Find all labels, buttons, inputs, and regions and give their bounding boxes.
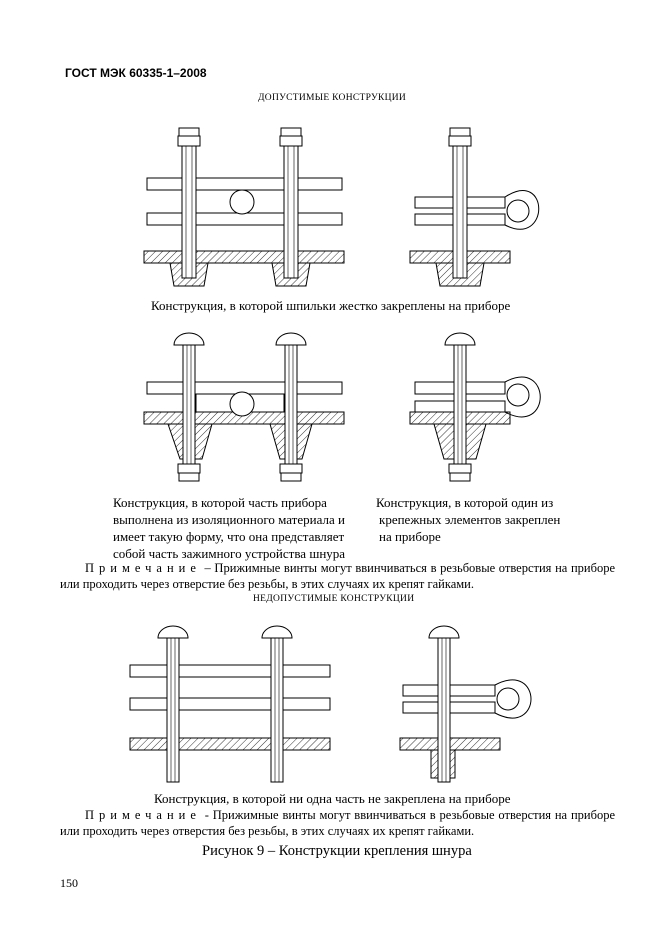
section-title-allowed: ДОПУСТИМЫЕ КОНСТРУКЦИИ [258,93,407,103]
figure-fixed-studs [140,118,550,298]
caption-one-fixed: Конструкция, в которой один из крепежных элементов закреплен на приборе [376,495,561,544]
figure-none-fixed [125,620,550,790]
cord-section [497,688,519,710]
stud-assembly-left [144,128,344,286]
cord-section [230,392,254,416]
note-2: Примечание - Прижимные винты могут ввинчиваться в резьбовые отверстия на приборе или проходить через отверстия без резьбы, в этих случаях их крепят гайками. [60,808,615,838]
screw-assembly-right [410,333,540,481]
standard-header: ГОСТ МЭК 60335-1–2008 [65,66,207,80]
caption-insulating-part: Конструкция, в которой часть прибора выполнена из изоляционного материала и имеет такую форму, что она представляет собой часть зажимного устройства шнура [113,495,346,561]
section-title-not-allowed: НЕДОПУСТИМЫЕ КОНСТРУКЦИИ [253,594,415,604]
screw-assembly-left [144,333,344,481]
stud-assembly-right [410,128,539,286]
cord-section [507,200,529,222]
caption-none-fixed: Конструкция, в которой ни одна часть не закреплена на приборе [154,791,511,806]
screw-assembly-left [130,626,330,782]
cord-section [230,190,254,214]
figure-title: Рисунок 9 – Конструкции крепления шнура [202,843,472,859]
cord-section [507,384,529,406]
caption-fixed-studs: Конструкция, в которой шпильки жестко закреплены на приборе [151,298,511,313]
figure-insulating-part [140,327,550,492]
screw-assembly-right [400,626,531,782]
note-1: Примечание – Прижимные винты могут ввинчиваться в резьбовые отверстия на приборе или проходить через отверстие без резьбы, в этих случаях их крепят гайками. [60,561,615,591]
page-number: 150 [60,876,78,890]
